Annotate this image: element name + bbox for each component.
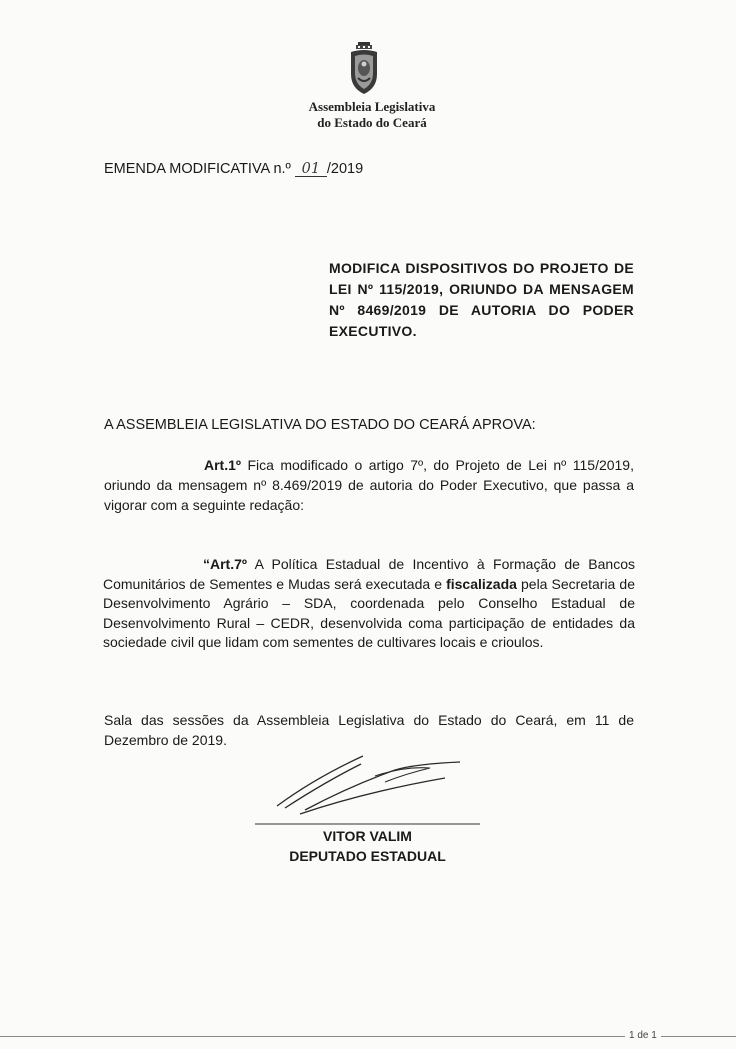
article-7-text-before: A Política Estadual de Incentivo à Formação de Bancos Comunitários de Sementes e Mudas será executada e [103,556,635,592]
institution-line-2: do Estado do Ceará [317,115,427,130]
signer-block [255,826,480,866]
state-coat-of-arms-icon [345,40,383,96]
institution-line-1: Assembleia Legislativa [308,99,436,114]
article-7 [103,555,635,653]
handwritten-signature-icon [255,748,480,826]
signer-role: DEPUTADO ESTADUAL [289,848,446,864]
signer-name: VITOR VALIM [323,828,412,844]
institution-name [270,99,474,131]
amendment-title [104,161,363,177]
article-7-text-after: pela Secretaria de Desenvolvimento Agrário – SDA, coordenada pelo Conselho Estadual de Desenvolvimento Rural – CEDR, desenvolvida coma participação de entidades da sociedade civil que lidam com sementes de cultivares locais e crioulos. [103,575,635,650]
article-7-emphasis: fiscalizada [446,575,517,592]
article-1 [104,455,634,515]
enacting-clause: A ASSEMBLEIA LEGISLATIVA DO ESTADO DO CEARÁ APROVA: [104,417,536,433]
page-indicator: 1 de 1 [625,1030,661,1041]
article-1-label: Art.1º [204,457,242,473]
amendment-number: 01 [295,162,327,177]
article-7-label: “Art.7º [203,556,248,572]
closing-statement: Sala das sessões da Assembleia Legislativa do Estado do Ceará, em 11 de Dezembro de 2019. [104,712,634,748]
ementa: MODIFICA DISPOSITIVOS DO PROJETO DE LEI Nº 115/2019, ORIUNDO DA MENSAGEM Nº 8469/2019 DE AUTORIA DO PODER EXECUTIVO. [329,260,634,339]
amendment-year: /2019 [326,161,364,177]
amendment-title-prefix: EMENDA MODIFICATIVA n.º [104,161,295,177]
article-1-text: Fica modificado o artigo 7º, do Projeto de Lei nº 115/2019, oriundo da mensagem nº 8.469/2019 de autoria do Poder Executivo, que passa a vigorar com a seguinte redação: [104,457,634,513]
